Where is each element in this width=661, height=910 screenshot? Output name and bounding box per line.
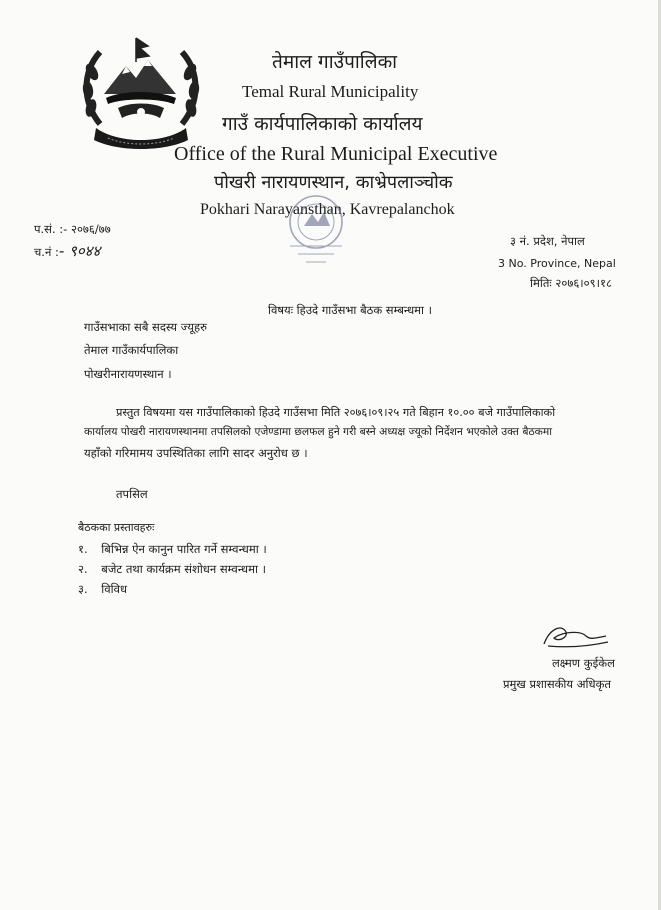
proposal-text: विविध — [101, 582, 128, 596]
municipality-name-nepali: तेमाल गाउँपालिका — [272, 51, 398, 73]
address-nepali: पोखरी नारायणस्थान, काभ्रेपलाञ्चोक — [214, 172, 453, 193]
office-name-nepali: गाउँ कार्यपालिकाको कार्यालय — [222, 113, 423, 135]
proposals-heading: बैठकका प्रस्तावहरुः — [78, 521, 155, 534]
office-seal-stamp — [270, 192, 362, 270]
addressee-line-3: पोखरीनारायणस्थान । — [84, 367, 172, 381]
municipality-name-english: Temal Rural Municipality — [242, 82, 419, 101]
proposal-number: ३. — [78, 582, 88, 596]
patra-sankhya-label: प.सं. : — [34, 222, 64, 236]
date-value: २०७६।०९।१८ — [555, 276, 612, 290]
subject-text: हिउदे गाउँसभा बैठक सम्बन्धमा । — [296, 303, 433, 317]
address-english: Pokhari Narayansthan, Kavrepalanchok — [200, 201, 455, 218]
proposal-number: २. — [78, 562, 88, 576]
signatory-title: प्रमुख प्रशासकीय अधिकृत — [503, 677, 611, 691]
proposal-item-3 — [78, 582, 127, 597]
tapsil-heading: तपसिल — [116, 487, 148, 501]
signatory-name: लक्ष्मण कुईकेल — [552, 656, 615, 670]
handwritten-signature — [540, 622, 610, 650]
body-line-1: प्रस्तुत विषयमा यस गाउँपालिकाको हिउदे गाउँसभा मिति २०७६।०९।२५ गते बिहान १०.०० बजे गाउँपालिकाको — [116, 406, 556, 419]
body-line-3: यहाँको गरिमामय उपस्थितिका लागि सादर अनुरोध छ । — [84, 446, 308, 460]
addressee-line-2: तेमाल गाउँकार्यपालिका — [84, 343, 179, 357]
patra-sankhya-value: - २०७६/७७ — [63, 222, 111, 236]
province-nepali: ३ नं. प्रदेश, नेपाल — [510, 234, 585, 248]
chalani-number-value: - ९०४४ — [58, 242, 101, 260]
proposal-item-2 — [78, 562, 266, 577]
proposal-item-1 — [78, 542, 267, 557]
subject-label: विषयः — [268, 303, 294, 317]
nepal-emblem-logo — [78, 32, 204, 154]
proposal-text: बिभिन्न ऐन कानुन पारित गर्ने सम्वन्धमा । — [101, 542, 267, 556]
office-name-english: Office of the Rural Municipal Executive — [174, 143, 498, 165]
province-english: 3 No. Province, Nepal — [498, 257, 616, 270]
chalani-number — [34, 241, 100, 261]
proposal-number: १. — [78, 542, 88, 556]
addressee-line-1: गाउँसभाका सबै सदस्य ज्यूहरु — [84, 320, 207, 334]
date-label: मितिः — [530, 276, 552, 290]
proposal-text: बजेट तथा कार्यक्रम संशोधन सम्वन्धमा । — [101, 562, 266, 576]
letter-date — [530, 276, 612, 291]
patra-sankhya — [34, 222, 111, 237]
chalani-number-label: च.नं : — [34, 245, 59, 259]
body-line-2: कार्यालय पोखरी नारायणस्थानमा तपसिलको एजेण्डामा छलफल हुने गरी बस्ने अध्यक्ष ज्यूको निर्देशन भएकोले उक्त बैठकमा — [84, 425, 553, 438]
subject-line — [268, 303, 432, 318]
